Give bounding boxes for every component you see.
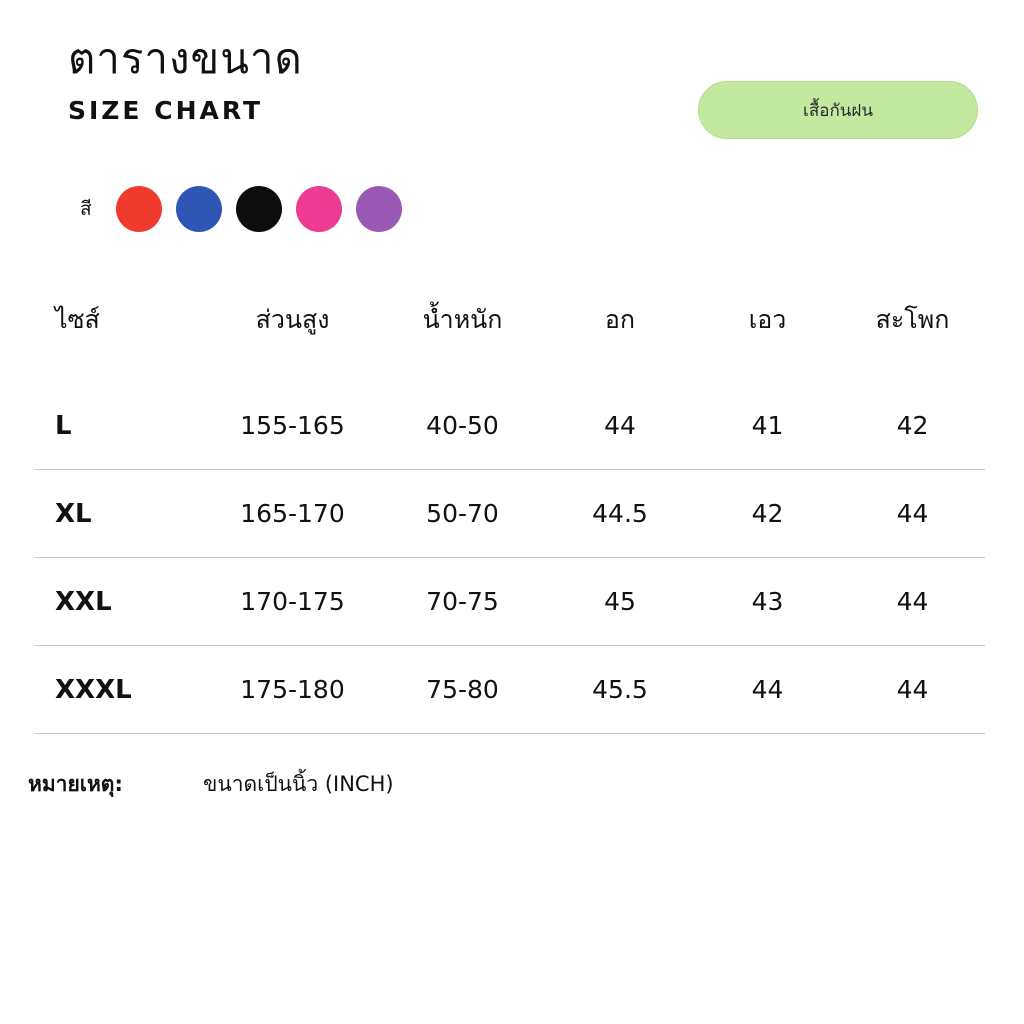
cell-waist: 43 bbox=[695, 558, 840, 646]
cell-waist: 41 bbox=[751, 411, 784, 440]
cell-size: XXL bbox=[35, 558, 205, 646]
cell-chest: 45 bbox=[545, 558, 695, 646]
cell-height: 165-170 bbox=[205, 470, 380, 558]
table-row bbox=[35, 470, 985, 558]
color-swatch-red bbox=[116, 186, 162, 232]
table-row bbox=[35, 558, 985, 646]
cell-size: XL bbox=[35, 470, 205, 558]
cell-size: XXXL bbox=[35, 646, 205, 734]
cell-chest: 44 bbox=[604, 411, 636, 440]
cell-weight: 50-70 bbox=[380, 470, 545, 558]
page-title-th: ตารางขนาด bbox=[68, 34, 303, 83]
column-header-size: ไซส์ bbox=[55, 305, 100, 334]
cell-hip: 44 bbox=[840, 558, 985, 646]
note-row bbox=[28, 768, 978, 801]
cell-waist: 42 bbox=[695, 470, 840, 558]
table-header bbox=[35, 300, 985, 382]
color-label: สี bbox=[80, 198, 92, 220]
column-header-height: ส่วนสูง bbox=[255, 305, 330, 334]
column-header-weight: น้ำหนัก bbox=[422, 305, 503, 334]
cell-weight: 70-75 bbox=[380, 558, 545, 646]
note-value: ขนาดเป็นนิ้ว (INCH) bbox=[203, 772, 394, 796]
cell-height: 170-175 bbox=[205, 558, 380, 646]
column-header-hip: สะโพก bbox=[875, 305, 950, 334]
table-body bbox=[35, 382, 985, 734]
cell-height: 175-180 bbox=[205, 646, 380, 734]
cell-hip: 44 bbox=[840, 646, 985, 734]
cell-chest: 45.5 bbox=[545, 646, 695, 734]
column-header-waist: เอว bbox=[748, 305, 787, 334]
color-row bbox=[80, 186, 402, 232]
cell-height: 155-165 bbox=[240, 411, 345, 440]
cell-chest: 44.5 bbox=[545, 470, 695, 558]
color-swatch-purple bbox=[356, 186, 402, 232]
page-title-en: SIZE CHART bbox=[68, 96, 264, 126]
table-row bbox=[35, 646, 985, 734]
cell-hip: 44 bbox=[840, 470, 985, 558]
color-swatch-blue bbox=[176, 186, 222, 232]
cell-weight: 75-80 bbox=[380, 646, 545, 734]
cell-size: L bbox=[55, 410, 72, 441]
cell-hip: 42 bbox=[896, 411, 929, 440]
size-table-wrapper bbox=[35, 300, 985, 734]
column-header-chest: อก bbox=[604, 305, 636, 334]
note-label: หมายเหตุ: bbox=[28, 772, 123, 796]
header bbox=[68, 36, 978, 166]
color-swatch-pink bbox=[296, 186, 342, 232]
color-swatch-black bbox=[236, 186, 282, 232]
cell-waist: 44 bbox=[695, 646, 840, 734]
table-header-row bbox=[35, 300, 985, 382]
cell-weight: 40-50 bbox=[426, 411, 499, 440]
product-type-badge: เสื้อกันฝน bbox=[698, 81, 978, 139]
size-table bbox=[35, 300, 985, 734]
table-row bbox=[35, 382, 985, 470]
